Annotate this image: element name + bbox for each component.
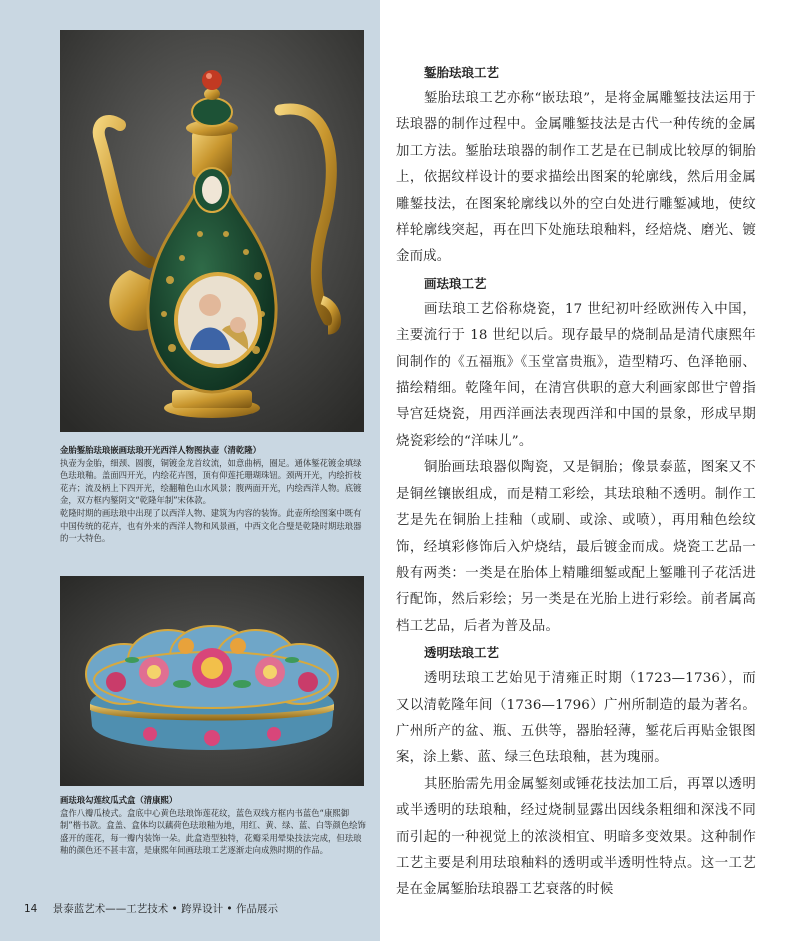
paragraph: 铜胎画珐琅器似陶瓷，又是铜胎；像景泰蓝，图案又不是铜丝镶嵌组成，而是精工彩绘，其珐琅釉不透明。制作工艺是先在铜胎上挂釉（或刷、或涂、或喷），再用釉色绘纹饰，经填彩修饰后入炉烧结，最后镀金而成。烧瓷工艺品一般有两类：一类是在胎体上精雕细錾或配上錾雕刊子花活进行配饰，然后彩绘；另一类是在光胎上进行彩绘。前者属高档工艺品，后者为普及品。 xyxy=(396,460,756,634)
ewer-caption xyxy=(60,444,366,545)
ewer-illustration xyxy=(60,30,364,432)
box-photo xyxy=(60,576,364,786)
article-column xyxy=(396,60,756,904)
paragraph: 画珐琅工艺俗称烧瓷，17 世纪初叶经欧洲传入中国，主要流行于 18 世纪以后。现存最早的烧制品是清代康熙年间制作的《五福瓶》《玉堂富贵瓶》，造型精巧、色泽艳丽、描绘精细。乾隆年间，在清宫供职的意大利画家郎世宁曾指导宫廷烧瓷，用西洋画法表现西洋和中国的景象，形成早期烧瓷彩绘的“洋味儿”。 xyxy=(396,301,756,449)
page-number: 14 xyxy=(24,903,38,915)
ewer-caption-title: 金胎錾胎珐琅嵌画珐琅开光西洋人物图执壶（清乾隆） xyxy=(60,445,261,455)
section-heading-chased-enamel: 錾胎珐琅工艺 xyxy=(424,65,500,80)
left-sidebar xyxy=(0,0,380,941)
section-heading-painted-enamel: 画珐琅工艺 xyxy=(424,275,487,291)
box-illustration xyxy=(60,576,364,786)
ewer-caption-note: 乾隆时期的画珐琅中出现了以西洋人物、建筑为内容的装饰。此壶所绘图案中既有中国传统的花卉，也有外来的西洋人物和风景画，中西文化合璧是乾隆时期珐琅器的一大特色。 xyxy=(60,507,362,544)
section-heading-transparent-enamel: 透明珐琅工艺 xyxy=(424,645,500,661)
ewer-caption-body: 执壶为金胎，细颈、圆腹，铜镀金龙首纹流，如意曲柄，圈足。通体錾花镀金填绿色珐琅釉。盖面四开光，内绘花卉图，顶有仰莲托珊瑚珠钮。颈两开光，内绘折枝花卉；流及柄上下四开光，绘翻釉色山水风景；腹两面开光，内绘西洋人物。底镀金，双方框内錾阴文“乾隆年制”宋体款。 xyxy=(60,457,362,506)
running-title: 景泰蓝艺术——工艺技术 • 跨界设计 • 作品展示 xyxy=(52,903,278,915)
ewer-photo xyxy=(60,30,364,432)
box-caption xyxy=(60,794,366,857)
box-caption-body: 盒作八瓣瓜棱式。盒底中心黄色珐琅饰莲花纹，蓝色双线方框内书蓝色“康熙御制”楷书款。盒盖、盒体均以藕荷色珐琅釉为地，用红、黄、绿、蓝、白等颜色绘饰盛开的莲花，每一瓣内装饰一朵。此盒造型独特，花瓣采用晕染技法完成，但珐琅釉的颜色还不甚丰富，是康熙年间画珐琅工艺逐渐走向成熟时期的作品。 xyxy=(60,807,366,856)
paragraph: 錾胎珐琅工艺亦称“嵌珐琅”，是将金属雕錾技法运用于珐琅器的制作过程中。金属雕錾技法是古代一种传统的金属加工方法。錾胎珐琅器的制作工艺是在已制成比较厚的铜胎上，依据纹样设计的要求描绘出图案的轮廓线，然后用金属雕錾技法，在图案轮廓线以外的空白处进行雕錾减地，使纹样轮廓线突起，再在凹下处施珐琅釉料，经焙烧、磨光、镀金而成。 xyxy=(396,91,756,265)
page-footer xyxy=(24,901,278,916)
paragraph: 透明珐琅工艺始见于清雍正时期（1723—1736），而又以清乾隆年间（1736—1796）广州所制造的最为著名。广州所产的盆、瓶、五供等，器胎轻薄，錾花后再贴金银图案，涂上紫、蓝、绿三色珐琅釉，甚为瑰丽。 xyxy=(396,671,756,766)
paragraph: 其胚胎需先用金属錾刻或锤花技法加工后，再罩以透明或半透明的珐琅釉，经过烧制显露出因线条粗细和深浅不同而引起的一种视觉上的浓淡相宜、明暗多变效果。这种制作工艺主要是利用珐琅釉料的透明或半透明性特点。这一工艺是在金属錾胎珐琅器工艺衰落的时候 xyxy=(396,776,756,898)
box-caption-title: 画珐琅勾莲纹瓜式盒（清康熙） xyxy=(60,795,178,805)
